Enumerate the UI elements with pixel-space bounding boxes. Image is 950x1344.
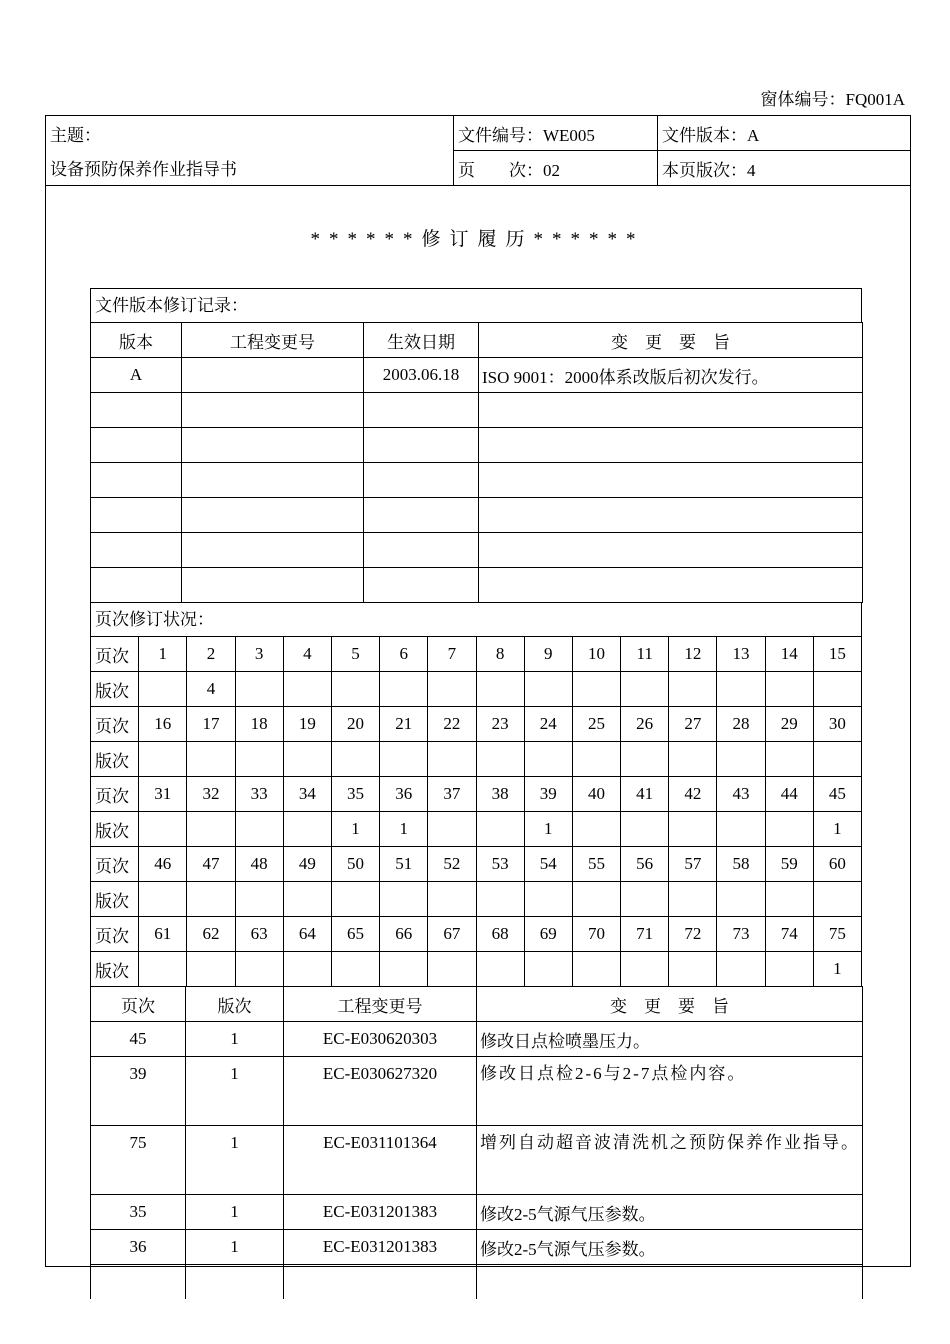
page-version-cell bbox=[669, 672, 717, 707]
change-desc-cell bbox=[477, 1265, 863, 1300]
version-label: 版次 bbox=[91, 812, 139, 847]
change-ec-cell bbox=[284, 1265, 477, 1300]
page-number-cell: 49 bbox=[283, 847, 331, 882]
page-version-cell bbox=[572, 742, 620, 777]
page-number-cell: 43 bbox=[717, 777, 765, 812]
page-number-cell: 54 bbox=[524, 847, 572, 882]
change-ec-cell: EC-E030627320 bbox=[284, 1057, 477, 1126]
page-number-cell: 75 bbox=[813, 917, 861, 952]
change-header-cell: 页次 bbox=[91, 987, 186, 1022]
page-number-cell: 57 bbox=[669, 847, 717, 882]
page-version-cell bbox=[283, 672, 331, 707]
page-number-cell: 51 bbox=[380, 847, 428, 882]
page-number-cell: 15 bbox=[813, 637, 861, 672]
page-version-row bbox=[91, 882, 862, 917]
page-number-cell: 22 bbox=[428, 707, 476, 742]
page-version-cell bbox=[765, 882, 813, 917]
version-cell bbox=[364, 428, 479, 463]
page-number-cell: 62 bbox=[187, 917, 235, 952]
version-header-cell: 版本 bbox=[91, 323, 182, 358]
doc-number: 文件编号：WE005 bbox=[454, 116, 658, 151]
page-version-cell bbox=[765, 952, 813, 987]
page-version-cell bbox=[139, 952, 187, 987]
page-number-cell: 48 bbox=[235, 847, 283, 882]
page-version-cell bbox=[428, 882, 476, 917]
page-number-cell: 2 bbox=[187, 637, 235, 672]
form-number: 窗体编号：FQ001A bbox=[760, 90, 905, 109]
subject-label: 主题： bbox=[46, 116, 454, 151]
change-header-cell: 工程变更号 bbox=[284, 987, 477, 1022]
version-cell bbox=[364, 498, 479, 533]
page-version-cell bbox=[331, 952, 379, 987]
page-version-cell bbox=[380, 742, 428, 777]
page-version-cell bbox=[187, 952, 235, 987]
page-version-cell: 1 bbox=[813, 812, 861, 847]
change-detail-table bbox=[90, 986, 863, 1299]
page-number-cell: 7 bbox=[428, 637, 476, 672]
page-number-cell: 65 bbox=[331, 917, 379, 952]
version-row bbox=[91, 498, 863, 533]
change-page-cell: 39 bbox=[91, 1057, 186, 1126]
version-row bbox=[91, 428, 863, 463]
doc-version: 文件版本：A bbox=[658, 116, 911, 151]
page-number-cell: 3 bbox=[235, 637, 283, 672]
page-version-cell bbox=[765, 742, 813, 777]
page-number-cell: 19 bbox=[283, 707, 331, 742]
change-page-cell: 35 bbox=[91, 1195, 186, 1230]
version-row bbox=[91, 568, 863, 603]
page-number-cell: 13 bbox=[717, 637, 765, 672]
page-version-row bbox=[91, 672, 862, 707]
page-version-cell bbox=[187, 812, 235, 847]
page-label: 页次 bbox=[91, 847, 139, 882]
page-version-cell bbox=[476, 672, 524, 707]
page-number-cell: 12 bbox=[669, 637, 717, 672]
version-row bbox=[91, 463, 863, 498]
version-cell bbox=[479, 393, 863, 428]
change-ec-cell: EC-E031201383 bbox=[284, 1195, 477, 1230]
page-version-cell bbox=[476, 882, 524, 917]
revision-history-heading: ******修订履历****** bbox=[310, 229, 645, 250]
version-cell bbox=[182, 428, 364, 463]
page-version-cell bbox=[283, 952, 331, 987]
version-cell bbox=[91, 568, 182, 603]
page-label: 页次 bbox=[91, 637, 139, 672]
page-version-cell bbox=[717, 812, 765, 847]
page-version-cell bbox=[428, 672, 476, 707]
page-version-cell bbox=[331, 742, 379, 777]
page-version-cell bbox=[187, 742, 235, 777]
page-version-cell bbox=[380, 952, 428, 987]
page-label: 页次 bbox=[91, 917, 139, 952]
page-number-cell: 50 bbox=[331, 847, 379, 882]
change-row bbox=[91, 1126, 863, 1195]
version-cell: ISO 9001：2000体系改版后初次发行。 bbox=[479, 358, 863, 393]
version-row bbox=[91, 393, 863, 428]
page-number-cell: 44 bbox=[765, 777, 813, 812]
page-revision-title: 页次修订状况： bbox=[90, 602, 862, 636]
page-version-cell bbox=[139, 672, 187, 707]
version-cell bbox=[91, 498, 182, 533]
page-version-cell: 4 bbox=[187, 672, 235, 707]
version-cell bbox=[182, 358, 364, 393]
page-version-cell: 1 bbox=[524, 812, 572, 847]
page-number-cell: 35 bbox=[331, 777, 379, 812]
version-cell: A bbox=[91, 358, 182, 393]
page-number-cell: 42 bbox=[669, 777, 717, 812]
page-version-cell bbox=[283, 882, 331, 917]
page-label: 页次 bbox=[91, 777, 139, 812]
page-number-cell: 8 bbox=[476, 637, 524, 672]
change-page-cell: 75 bbox=[91, 1126, 186, 1195]
version-cell bbox=[364, 568, 479, 603]
page-number-cell: 56 bbox=[621, 847, 669, 882]
page-number-cell: 46 bbox=[139, 847, 187, 882]
page-number-cell: 68 bbox=[476, 917, 524, 952]
page-version-cell bbox=[572, 882, 620, 917]
page-version-row bbox=[91, 952, 862, 987]
version-cell bbox=[91, 428, 182, 463]
change-version-cell: 1 bbox=[186, 1022, 284, 1057]
version-cell bbox=[479, 498, 863, 533]
page-number-row bbox=[91, 917, 862, 952]
version-cell bbox=[479, 568, 863, 603]
page-number-row bbox=[91, 847, 862, 882]
version-label: 版次 bbox=[91, 672, 139, 707]
page-version-cell: 1 bbox=[813, 952, 861, 987]
page-number-cell: 70 bbox=[572, 917, 620, 952]
page-version-cell bbox=[524, 952, 572, 987]
change-row bbox=[91, 1022, 863, 1057]
page-number-cell: 23 bbox=[476, 707, 524, 742]
version-record-title: 文件版本修订记录： bbox=[90, 288, 862, 322]
page-version-cell bbox=[380, 672, 428, 707]
page-version-cell bbox=[380, 882, 428, 917]
page-number-cell: 52 bbox=[428, 847, 476, 882]
page-version-cell bbox=[669, 882, 717, 917]
page-version-cell: 1 bbox=[380, 812, 428, 847]
page-version-cell bbox=[717, 882, 765, 917]
page-version-cell bbox=[235, 672, 283, 707]
page-version-cell bbox=[621, 882, 669, 917]
page-number-cell: 14 bbox=[765, 637, 813, 672]
page-version-cell bbox=[235, 742, 283, 777]
page-number-row bbox=[91, 637, 862, 672]
page-number-cell: 30 bbox=[813, 707, 861, 742]
page-number-cell: 18 bbox=[235, 707, 283, 742]
page-number-cell: 34 bbox=[283, 777, 331, 812]
change-page-cell: 36 bbox=[91, 1230, 186, 1265]
page-number-cell: 32 bbox=[187, 777, 235, 812]
change-version-cell: 1 bbox=[186, 1057, 284, 1126]
version-row bbox=[91, 358, 863, 393]
page-version-cell bbox=[139, 742, 187, 777]
page-version-cell bbox=[813, 672, 861, 707]
change-ec-cell: EC-E031101364 bbox=[284, 1126, 477, 1195]
page-version-cell bbox=[813, 882, 861, 917]
page-number-cell: 63 bbox=[235, 917, 283, 952]
page-version-cell bbox=[765, 812, 813, 847]
page-number-cell: 31 bbox=[139, 777, 187, 812]
version-header-cell: 生效日期 bbox=[364, 323, 479, 358]
version-label: 版次 bbox=[91, 742, 139, 777]
page-number-cell: 41 bbox=[621, 777, 669, 812]
version-header-row bbox=[91, 323, 863, 358]
page-version-cell bbox=[283, 812, 331, 847]
page-number-cell: 72 bbox=[669, 917, 717, 952]
page-version-cell bbox=[621, 742, 669, 777]
page-version-cell bbox=[283, 742, 331, 777]
page-number-cell: 20 bbox=[331, 707, 379, 742]
page-revision-grid bbox=[90, 636, 862, 987]
page-version-row bbox=[91, 742, 862, 777]
page-number: 页 次：02 bbox=[454, 151, 658, 186]
change-page-cell bbox=[91, 1265, 186, 1300]
change-row bbox=[91, 1195, 863, 1230]
page-number-cell: 69 bbox=[524, 917, 572, 952]
page-version-cell bbox=[717, 672, 765, 707]
page-version-cell bbox=[572, 672, 620, 707]
change-version-cell: 1 bbox=[186, 1126, 284, 1195]
page-version-cell bbox=[476, 812, 524, 847]
change-row bbox=[91, 1057, 863, 1126]
change-version-cell: 1 bbox=[186, 1230, 284, 1265]
page-version-cell bbox=[621, 812, 669, 847]
page-version-cell bbox=[669, 812, 717, 847]
page-label: 页次 bbox=[91, 707, 139, 742]
header-table bbox=[45, 115, 911, 186]
page-version-cell bbox=[621, 672, 669, 707]
page-number-cell: 28 bbox=[717, 707, 765, 742]
page-version-cell bbox=[187, 882, 235, 917]
page-number-cell: 9 bbox=[524, 637, 572, 672]
version-cell bbox=[182, 533, 364, 568]
version-label: 版次 bbox=[91, 952, 139, 987]
page-version-cell bbox=[765, 672, 813, 707]
page-number-cell: 67 bbox=[428, 917, 476, 952]
page-version-cell bbox=[331, 882, 379, 917]
page-number-cell: 5 bbox=[331, 637, 379, 672]
change-row bbox=[91, 1265, 863, 1300]
page-number-cell: 55 bbox=[572, 847, 620, 882]
version-cell bbox=[91, 463, 182, 498]
change-desc-cell: 修改2-5气源气压参数。 bbox=[477, 1195, 863, 1230]
page-version-cell bbox=[572, 812, 620, 847]
page-number-cell: 33 bbox=[235, 777, 283, 812]
version-cell bbox=[182, 463, 364, 498]
page-version-cell bbox=[476, 742, 524, 777]
page-number-cell: 45 bbox=[813, 777, 861, 812]
page-version-cell bbox=[717, 952, 765, 987]
page-version-cell bbox=[669, 952, 717, 987]
page-number-cell: 4 bbox=[283, 637, 331, 672]
page-version-cell bbox=[572, 952, 620, 987]
page-number-cell: 10 bbox=[572, 637, 620, 672]
change-page-cell: 45 bbox=[91, 1022, 186, 1057]
page-number-cell: 29 bbox=[765, 707, 813, 742]
change-header-cell: 变 更 要 旨 bbox=[477, 987, 863, 1022]
version-cell bbox=[364, 533, 479, 568]
version-label: 版次 bbox=[91, 882, 139, 917]
change-ec-cell: EC-E030620303 bbox=[284, 1022, 477, 1057]
change-header-cell: 版次 bbox=[186, 987, 284, 1022]
change-version-cell: 1 bbox=[186, 1195, 284, 1230]
change-desc-cell: 增列自动超音波清洗机之预防保养作业指导。 bbox=[477, 1126, 863, 1195]
version-cell bbox=[182, 393, 364, 428]
page-number-cell: 60 bbox=[813, 847, 861, 882]
version-row bbox=[91, 533, 863, 568]
page-number-cell: 11 bbox=[621, 637, 669, 672]
page-number-cell: 66 bbox=[380, 917, 428, 952]
page-version: 本页版次：4 bbox=[658, 151, 911, 186]
page-number-cell: 16 bbox=[139, 707, 187, 742]
page-number-cell: 6 bbox=[380, 637, 428, 672]
change-desc-cell: 修改日点检喷墨压力。 bbox=[477, 1022, 863, 1057]
page-number-cell: 37 bbox=[428, 777, 476, 812]
page-number-cell: 25 bbox=[572, 707, 620, 742]
page-version-cell bbox=[524, 882, 572, 917]
version-cell bbox=[364, 393, 479, 428]
version-cell bbox=[479, 533, 863, 568]
page-number-cell: 58 bbox=[717, 847, 765, 882]
version-cell bbox=[182, 568, 364, 603]
page-number-cell: 47 bbox=[187, 847, 235, 882]
page-number-row bbox=[91, 777, 862, 812]
page-version-cell bbox=[139, 812, 187, 847]
change-desc-cell: 修改2-5气源气压参数。 bbox=[477, 1230, 863, 1265]
page-version-cell bbox=[235, 882, 283, 917]
page-number-cell: 40 bbox=[572, 777, 620, 812]
page-version-cell bbox=[621, 952, 669, 987]
page-number-cell: 17 bbox=[187, 707, 235, 742]
page-version-cell bbox=[524, 672, 572, 707]
page-number-cell: 26 bbox=[621, 707, 669, 742]
page-version-cell bbox=[139, 882, 187, 917]
page-version-cell bbox=[669, 742, 717, 777]
page-number-cell: 74 bbox=[765, 917, 813, 952]
page-number-cell: 24 bbox=[524, 707, 572, 742]
page-version-cell bbox=[813, 742, 861, 777]
page-number-cell: 71 bbox=[621, 917, 669, 952]
page-version-cell bbox=[428, 952, 476, 987]
change-header-row bbox=[91, 987, 863, 1022]
change-row bbox=[91, 1230, 863, 1265]
change-desc-cell: 修改日点检2-6与2-7点检内容。 bbox=[477, 1057, 863, 1126]
page-version-cell bbox=[331, 672, 379, 707]
page-number-cell: 38 bbox=[476, 777, 524, 812]
version-cell bbox=[182, 498, 364, 533]
page-version-row bbox=[91, 812, 862, 847]
version-record-table bbox=[90, 322, 863, 603]
version-cell bbox=[91, 533, 182, 568]
page-version-cell: 1 bbox=[331, 812, 379, 847]
page-version-cell bbox=[717, 742, 765, 777]
version-cell bbox=[91, 393, 182, 428]
page-version-cell bbox=[476, 952, 524, 987]
version-cell bbox=[479, 428, 863, 463]
page-number-cell: 39 bbox=[524, 777, 572, 812]
page-number-cell: 61 bbox=[139, 917, 187, 952]
page-number-cell: 59 bbox=[765, 847, 813, 882]
page-version-cell bbox=[428, 812, 476, 847]
version-cell: 2003.06.18 bbox=[364, 358, 479, 393]
page-number-cell: 27 bbox=[669, 707, 717, 742]
page-version-cell bbox=[235, 812, 283, 847]
page-number-row bbox=[91, 707, 862, 742]
version-header-cell: 工程变更号 bbox=[182, 323, 364, 358]
page-version-cell bbox=[524, 742, 572, 777]
change-version-cell bbox=[186, 1265, 284, 1300]
page-version-cell bbox=[235, 952, 283, 987]
version-cell bbox=[364, 463, 479, 498]
page-number-cell: 64 bbox=[283, 917, 331, 952]
page-version-cell bbox=[428, 742, 476, 777]
page-number-cell: 1 bbox=[139, 637, 187, 672]
page-number-cell: 53 bbox=[476, 847, 524, 882]
change-ec-cell: EC-E031201383 bbox=[284, 1230, 477, 1265]
page-number-cell: 73 bbox=[717, 917, 765, 952]
page-number-cell: 21 bbox=[380, 707, 428, 742]
version-header-cell: 变 更 要 旨 bbox=[479, 323, 863, 358]
version-cell bbox=[479, 463, 863, 498]
subject-value: 设备预防保养作业指导书 bbox=[46, 151, 454, 186]
page-number-cell: 36 bbox=[380, 777, 428, 812]
